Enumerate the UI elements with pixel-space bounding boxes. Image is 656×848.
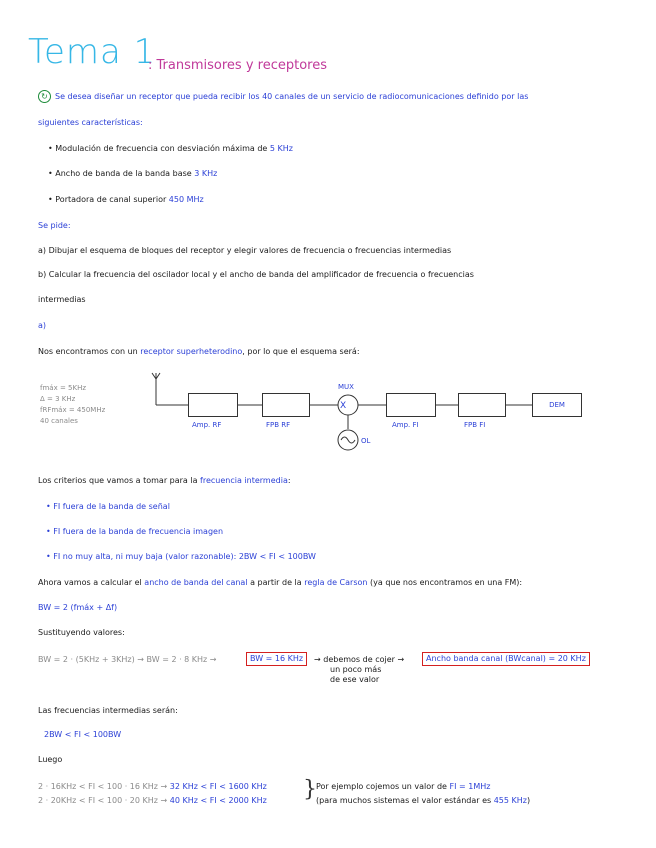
fpb-rf-block	[262, 393, 310, 417]
criteria-intro: Los criterios que vamos a tomar para la frecuencia intermedia:	[38, 476, 291, 485]
item-b: b) Calcular la frecuencia del oscilador local y el ancho de banda del amplificador de frecuencia o frecuencias	[38, 270, 474, 279]
arrow-note: → debemos de cojer →	[314, 655, 405, 664]
carson-formula: BW = 2 (fmáx + Δf)	[38, 603, 118, 612]
fpb-fi-label: FPB FI	[464, 421, 486, 429]
criteria-item-2: • FI fuera de la banda de frecuencia imagen	[46, 527, 224, 536]
param-delta: Δ = 3 KHz	[40, 395, 76, 403]
circled-arrow-icon: ↻	[38, 90, 51, 103]
solution-a-label: a)	[38, 321, 47, 330]
mux-label: MUX	[338, 383, 354, 391]
page-subtitle: : Transmisores y receptores	[148, 58, 327, 73]
bandwidth-intro: Ahora vamos a calcular el ancho de banda del canal a partir de la regla de Carson (ya que nos encontramos en una FM):	[38, 578, 523, 587]
fi-range-row-2: 2 · 20KHz < FI < 100 · 20 KHz → 40 KHz < FI < 2000 KHz	[38, 796, 267, 805]
bullet-carrier: • Portadora de canal superior 450 MHz	[48, 195, 204, 204]
fpb-rf-label: FPB RF	[266, 421, 291, 429]
item-b-line2: intermedias	[38, 295, 86, 304]
arrow-note-line3: de ese valor	[330, 675, 380, 684]
channel-bandwidth-box: Ancho banda canal (BWcanal) = 20 KHz	[422, 652, 590, 666]
amp-fi-block	[386, 393, 436, 417]
amp-rf-block	[188, 393, 238, 417]
param-fmax: fmáx = 5KHz	[40, 384, 87, 392]
block-diagram	[140, 365, 600, 455]
fi-note-line2: (para muchos sistemas el valor estándar es 455 KHz)	[316, 796, 531, 805]
criteria-item-3: • FI no muy alta, ni muy baja (valor razonable): 2BW < FI < 100BW	[46, 552, 316, 561]
se-pide-label: Se pide:	[38, 221, 71, 230]
param-frfmax: fRFmáx = 450MHz	[40, 406, 106, 414]
diagram-parameters	[40, 383, 105, 427]
fpb-fi-block	[458, 393, 506, 417]
bullet-modulation: • Modulación de frecuencia con desviación máxima de 5 KHz	[48, 144, 293, 153]
luego-label: Luego	[38, 755, 63, 764]
problem-statement: ↻ Se desea diseñar un receptor que pueda recibir los 40 canales de un servicio de radiocomunicaciones definido por las	[38, 90, 528, 103]
amp-rf-label: Amp. RF	[192, 421, 222, 429]
bullet-baseband: • Ancho de banda de la banda base 3 KHz	[48, 169, 218, 178]
mixer-symbol: X	[340, 401, 347, 411]
ol-label: OL	[361, 437, 371, 445]
intermediate-formula: 2BW < FI < 100BW	[44, 730, 122, 739]
solution-a-intro: Nos encontramos con un receptor superheterodino, por lo que el esquema será:	[38, 347, 360, 356]
dem-block: DEM	[532, 393, 582, 417]
fi-range-row-1: 2 · 16KHz < FI < 100 · 16 KHz → 32 KHz < FI < 1600 KHz	[38, 782, 267, 791]
bandwidth-result-box: BW = 16 KHz	[246, 652, 307, 666]
criteria-item-1: • FI fuera de la banda de señal	[46, 502, 170, 511]
page-title: Tema 1	[28, 32, 157, 72]
brace-icon: }	[303, 777, 317, 802]
intermediate-intro: Las frecuencias intermedias serán:	[38, 706, 178, 715]
problem-statement-line2: siguientes características:	[38, 118, 143, 127]
item-a: a) Dibujar el esquema de bloques del receptor y elegir valores de frecuencia o frecuencias intermedias	[38, 246, 452, 255]
param-channels: 40 canales	[40, 417, 78, 425]
amp-fi-label: Amp. FI	[392, 421, 419, 429]
arrow-note-line2: un poco más	[330, 665, 382, 674]
fi-note-line1: Por ejemplo cojemos un valor de FI = 1MHz	[316, 782, 491, 791]
substituting-label: Sustituyendo valores:	[38, 628, 125, 637]
bandwidth-calc: BW = 2 · (5KHz + 3KHz) → BW = 2 · 8 KHz →	[38, 655, 217, 664]
